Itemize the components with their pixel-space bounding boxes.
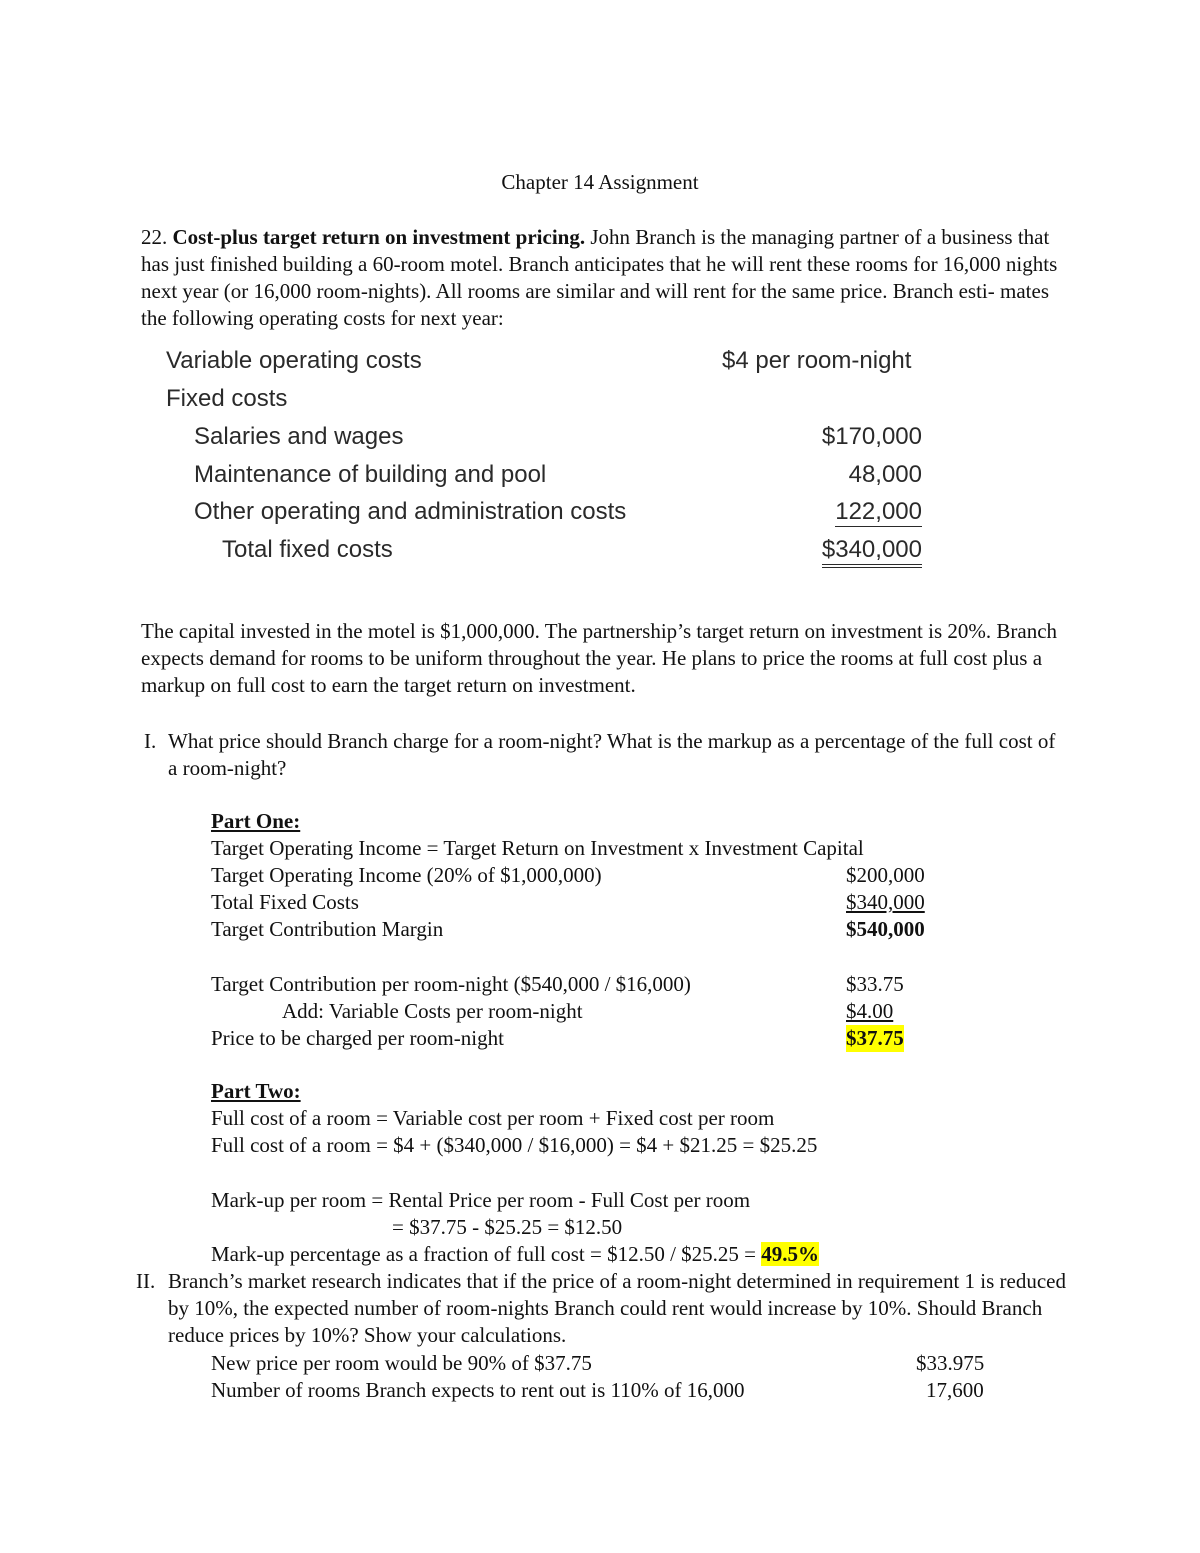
part-two-line: Mark-up per room = Rental Price per room - Full Cost per room [211,1188,751,1212]
cost-row-label: Salaries and wages [194,423,404,450]
problem-heading: Cost-plus target return on investment pricing. [172,225,586,249]
calc-line-label: Number of rooms Branch expects to rent out is 110% of 16,000 [211,1378,745,1402]
calc-line-value: $540,000 [846,917,925,941]
calc-line-value: $4.00 [846,999,894,1023]
capital-paragraph: The capital invested in the motel is $1,000,000. The partnership’s target return on investment is 20%. Branch expects demand for rooms to be uniform throughout the year. He plans to price the rooms at full cost plus a markup on full cost to earn the target return on investment. [141,619,1058,697]
part-two-line: Mark-up percentage as a fraction of full cost = $12.50 / $25.25 = 49.5% [211,1242,820,1266]
calc-line-value: $200,000 [846,863,925,887]
problem-number: 22. [141,225,168,249]
total-fixed-costs-value: $340,000 [722,535,922,565]
part-two-line: = $37.75 - $25.25 = $12.50 [392,1215,623,1239]
part-two-line: Full cost of a room = $4 + ($340,000 / $16,000) = $4 + $21.25 = $25.25 [211,1133,818,1157]
calc-line-label: New price per room would be 90% of $37.75 [211,1351,592,1375]
question-1-text: What price should Branch charge for a room-night? What is the markup as a percentage of the full cost of a room-night? [168,729,1056,780]
calc-line-label: Target Contribution Margin [211,917,444,941]
calc-line-value: $33.75 [846,972,904,996]
part-two-heading: Part Two: [211,1079,301,1103]
problem-intro [141,224,1071,332]
calc-line-label: Price to be charged per room-night [211,1026,504,1050]
calc-line-value: 17,600 [926,1378,984,1402]
calc-line-label: Target Contribution per room-night ($540,000 / $16,000) [211,972,691,996]
calc-line-label: Target Operating Income (20% of $1,000,000) [211,863,602,887]
part-two-line: Full cost of a room = Variable cost per room + Fixed cost per room [211,1106,775,1130]
cost-row-label: Other operating and administration costs [194,498,627,525]
page-title: Chapter 14 Assignment [501,170,699,194]
cost-row-label: Maintenance of building and pool [194,461,547,488]
cost-row-value: $170,000 [821,423,922,450]
part-one-heading: Part One: [211,809,301,833]
calc-line-value: $33.975 [916,1351,985,1375]
question-1-marker: I. [144,729,157,753]
markup-result-highlight: 49.5% [761,1242,820,1266]
variable-costs-label: Variable operating costs [166,347,422,374]
calc-line-label: Total Fixed Costs [211,890,359,914]
price-result-highlight: $37.75 [846,1026,904,1050]
calc-line-value: $340,000 [846,890,925,914]
fixed-costs-label: Fixed costs [166,385,288,412]
total-fixed-costs-label: Total fixed costs [222,536,393,563]
variable-costs-value: $4 per room-night [722,347,912,374]
question-2-marker: II. [136,1269,156,1293]
cost-row-value: 48,000 [848,461,922,488]
cost-row-value: 122,000 [835,498,922,525]
problem-intro-text: John Branch is the managing partner of a business that has just finished building a 60-room motel. Branch anticipates that he will rent these rooms for 16,000 nights next year (or 16,000 room-nights). All rooms are similar and will rent for the same price. Branch esti- mates the following operating costs for next year: [141,225,1058,330]
calc-line-label: Add: Variable Costs per room-night [282,999,583,1023]
part-one-formula: Target Operating Income = Target Return on Investment x Investment Capital [211,836,864,860]
question-2-text: Branch’s market research indicates that if the price of a room-night determined in requirement 1 is reduced by 10%, the expected number of room-nights Branch could rent would increase by 10%. Should Branch reduce prices by 10%? Show your calculations. [168,1269,1066,1347]
